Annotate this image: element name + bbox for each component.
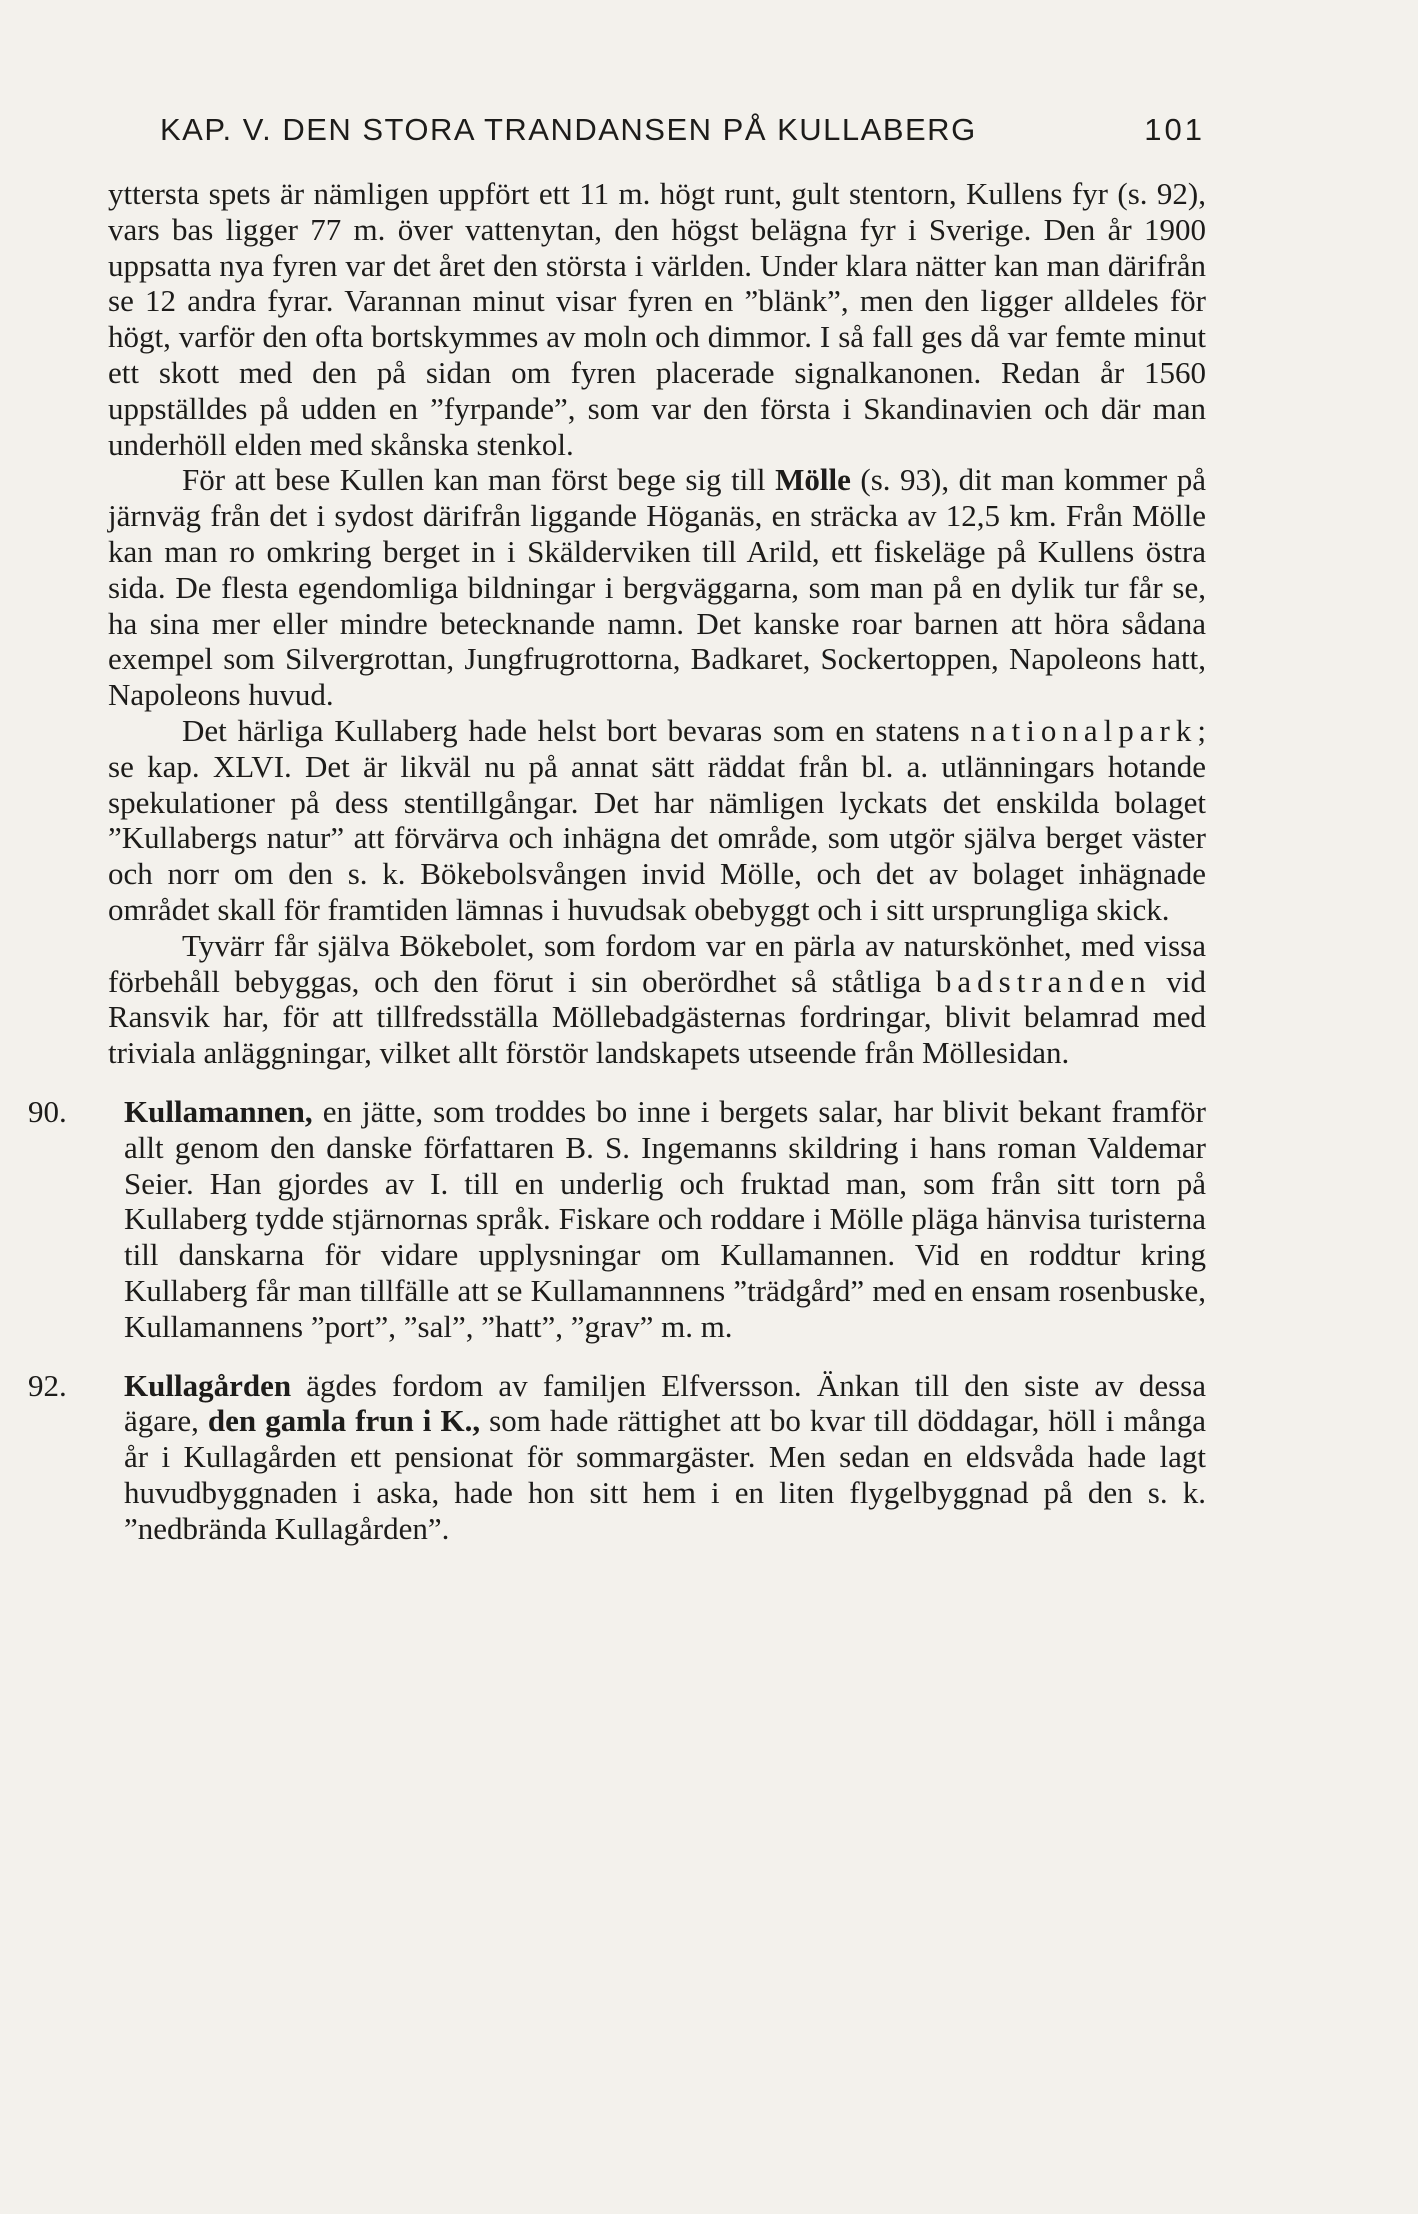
paragraph-kullaberg <box>108 713 1206 928</box>
page-number: 101 <box>1144 112 1205 147</box>
paragraph-bokebolet-text-b: vid Ransvik har, för att tillfredsställa Möllebadgästernas fordringar, blivit belamrad med triviala anläggningar, vilket allt förstör landskapets utseende från Möllesidan. <box>108 963 1206 1071</box>
note-90-number: 90. <box>28 1093 67 1129</box>
paragraph-kullaberg-spaced: nationalpark <box>970 712 1198 748</box>
paragraph-molle-text-b: (s. 93), dit man kommer på järnväg från det i sydost därifrån liggande Höganäs, en sträcka av 12,5 km. Från Mölle kan man ro omkring berget in i Skälderviken till Arild, ett fiskeläge på Kullens östra sida. De flesta egendomliga bildningar i bergväggarna, som man på en dylik tur får se, ha sina mer eller mindre betecknande namn. Det kanske roar barnen att höra sådana exempel som Silvergrottan, Jungfrugrottorna, Badkaret, Sockertoppen, Napoleons hatt, Napoleons huvud. <box>108 462 1206 713</box>
page-header <box>160 112 1205 162</box>
note-92-text-a: ägdes fordom av familjen Elfversson. Änkan till den siste av dessa ägare, <box>124 1367 1206 1439</box>
paragraph-lighthouse <box>108 176 1206 462</box>
paragraph-molle <box>108 462 1206 713</box>
note-92-bold-b: den gamla frun i K., <box>207 1403 481 1439</box>
paragraph-molle-bold: Mölle <box>775 462 851 498</box>
note-90-bold: Kullamannen, <box>124 1093 313 1129</box>
note-92-bold-a: Kullagården <box>124 1367 292 1403</box>
paragraph-bokebolet-spaced: badstranden <box>935 963 1152 999</box>
main-text <box>28 176 1207 1546</box>
paragraph-bokebolet <box>108 928 1206 1071</box>
note-92-number: 92. <box>28 1367 67 1403</box>
note-90 <box>28 1093 1206 1345</box>
running-title: KAP. V. DEN STORA TRANDANSEN PÅ KULLABERG <box>160 112 977 147</box>
paragraph-kullaberg-text-a: Det härliga Kullaberg hade helst bort bevaras som en statens <box>182 712 971 748</box>
note-92-text-b: som hade rättighet att bo kvar till döddagar, höll i många år i Kullagården ett pensionat för sommargäster. Men sedan en eldsvåda hade lagt huvudbyggnaden i aska, hade hon sitt hem i en liten flygelbyggnad på den s. k. ”nedbrända Kullagården”. <box>124 1403 1207 1546</box>
paragraph-bokebolet-text-a: Tyvärr får själva Bökebolet, som fordom var en pärla av naturskönhet, med vissa förbehåll bebyggas, och den förut i sin oberördhet så ståtliga <box>108 927 1206 999</box>
note-92 <box>28 1367 1207 1547</box>
note-90-text: en jätte, som troddes bo inne i bergets salar, har blivit bekant framför allt genom den danske författaren B. S. Ingemanns skildring i hans roman Valdemar Seier. Han gjordes av I. till en underlig och fruktad man, som från sitt torn på Kullaberg tydde stjärnornas språk. Fiskare och roddare i Mölle pläga hänvisa turisterna till danskarna för vidare upplysningar om Kullamannen. Vid en roddtur kring Kullaberg får man tillfälle att se Kullamannnens ”trädgård” med en ensam rosenbuske, Kullamannens ”port”, ”sal”, ”hatt”, ”grav” m. m. <box>124 1093 1206 1344</box>
paragraph-lighthouse-text: yttersta spets är nämligen uppfört ett 11 m. högt runt, gult stentorn, Kullens fyr (s. 92), vars bas ligger 77 m. över vattenytan, den högst belägna fyr i Sverige. Den år 1900 uppsatta nya fyren var det året den största i världen. Under klara nätter kan man därifrån se 12 andra fyrar. Varannan minut visar fyren en ”blänk”, men den ligger alldeles för högt, varför den ofta bortskymmes av moln och dimmor. I så fall ges då var femte minut ett skott med den på sidan om fyren placerade signalkanonen. Redan år 1560 uppställdes på udden en ”fyrpande”, som var den första i Skandinavien och där man underhöll elden med skånska stenkol. <box>108 176 1206 462</box>
paragraph-kullaberg-text-b: ; se kap. XLVI. Det är likväl nu på annat sätt räddat från bl. a. utlänningars hotande spekulationer på dess stentillgångar. Det har nämligen lyckats det enskilda bolaget ”Kullabergs natur” att förvärva och inhägna det område, som utgör själva berget väster och norr om den s. k. Bökebolsvången invid Mölle, och det av bolaget inhägnade området skall för framtiden lämnas i huvudsak obebyggt och i sitt ursprungliga skick. <box>108 712 1206 927</box>
paragraph-molle-text-a: För att bese Kullen kan man först bege sig till <box>182 462 776 498</box>
